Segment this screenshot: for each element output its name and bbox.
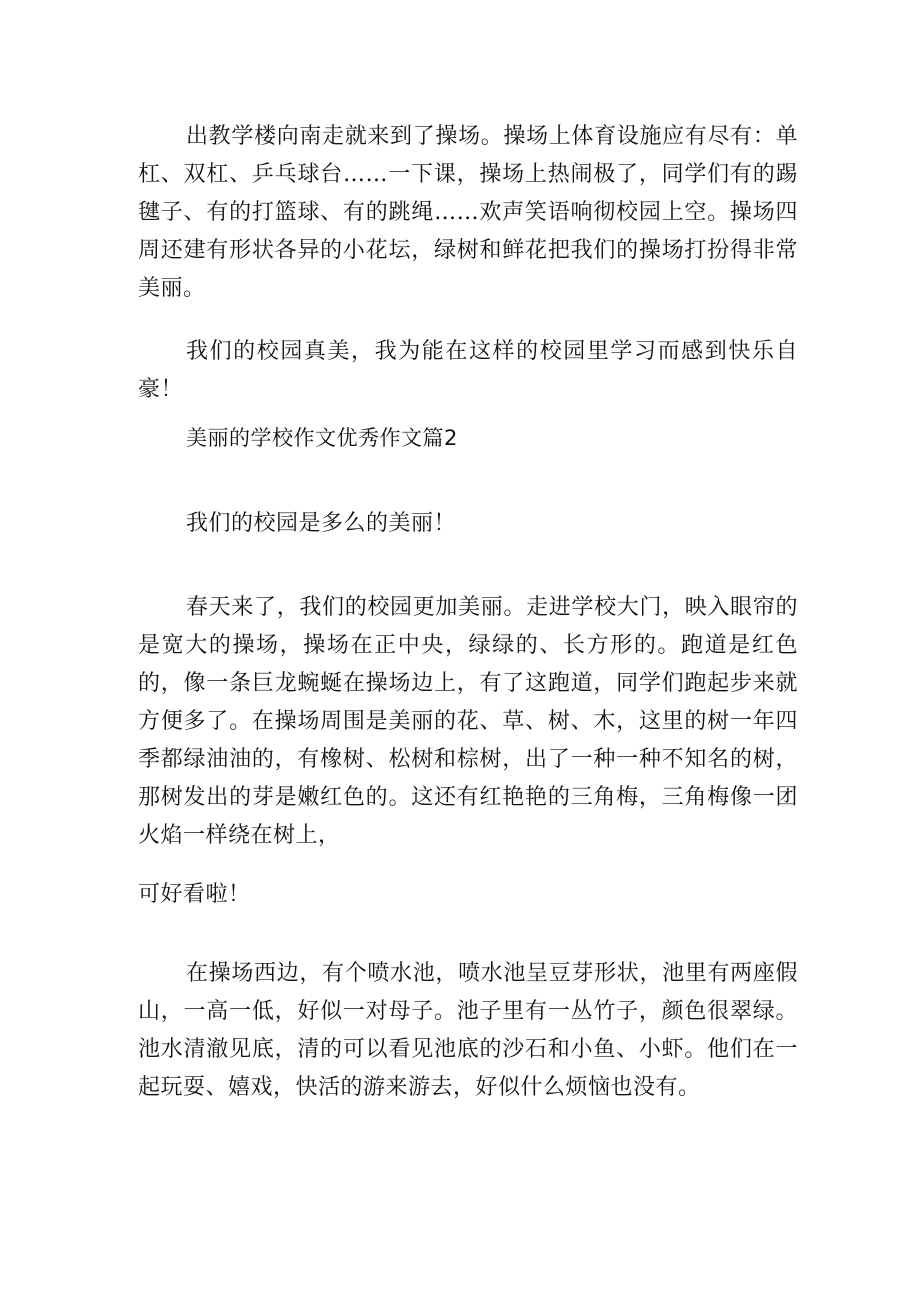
- paragraph-spring: 春天来了，我们的校园更加美丽。走进学校大门，映入眼帘的是宽大的操场，操场在正中央，绿绿的、长方形的。跑道是红色的，像一条巨龙蜿蜒在操场边上，有了这跑道，同学们跑起步来就方便多了。在操场周围是美丽的花、草、树、木，这里的树一年四季都绿油油的，有橡树、松树和棕树，出了一种一种不知名的树，那树发出的芽是嫩红色的。这还有红艳艳的三角梅，三角梅像一团火焰一样绕在树上，: [138, 595, 798, 848]
- paragraph-campus-beautiful: 我们的校园是多么的美丽！: [186, 511, 457, 536]
- essay-title: 美丽的学校作文优秀作文篇2: [186, 426, 458, 450]
- paragraph-fountain: 在操场西边，有个喷水池，喷水池呈豆芽形状，池里有两座假山，一高一低，好似一对母子。池子里有一丛竹子，颜色很翠绿。池水清澈见底，清的可以看见池底的沙石和小鱼、小虾。他们在一起玩耍、嬉戏，快活的游来游去，好似什么烦恼也没有。: [138, 961, 798, 1100]
- paragraph-campus-pride: 我们的校园真美，我为能在这样的校园里学习而感到快乐自豪！: [138, 339, 798, 402]
- paragraph-spring-end: 可好看啦！: [138, 882, 251, 907]
- paragraph-playground: 出教学楼向南走就来到了操场。操场上体育设施应有尽有：单杠、双杠、乒乓球台……一下课，操场上热闹极了，同学们有的踢毽子、有的打篮球、有的跳绳……欢声笑语响彻校园上空。操场四周还建有形状各异的小花坛，绿树和鲜花把我们的操场打扮得非常美丽。: [138, 124, 798, 301]
